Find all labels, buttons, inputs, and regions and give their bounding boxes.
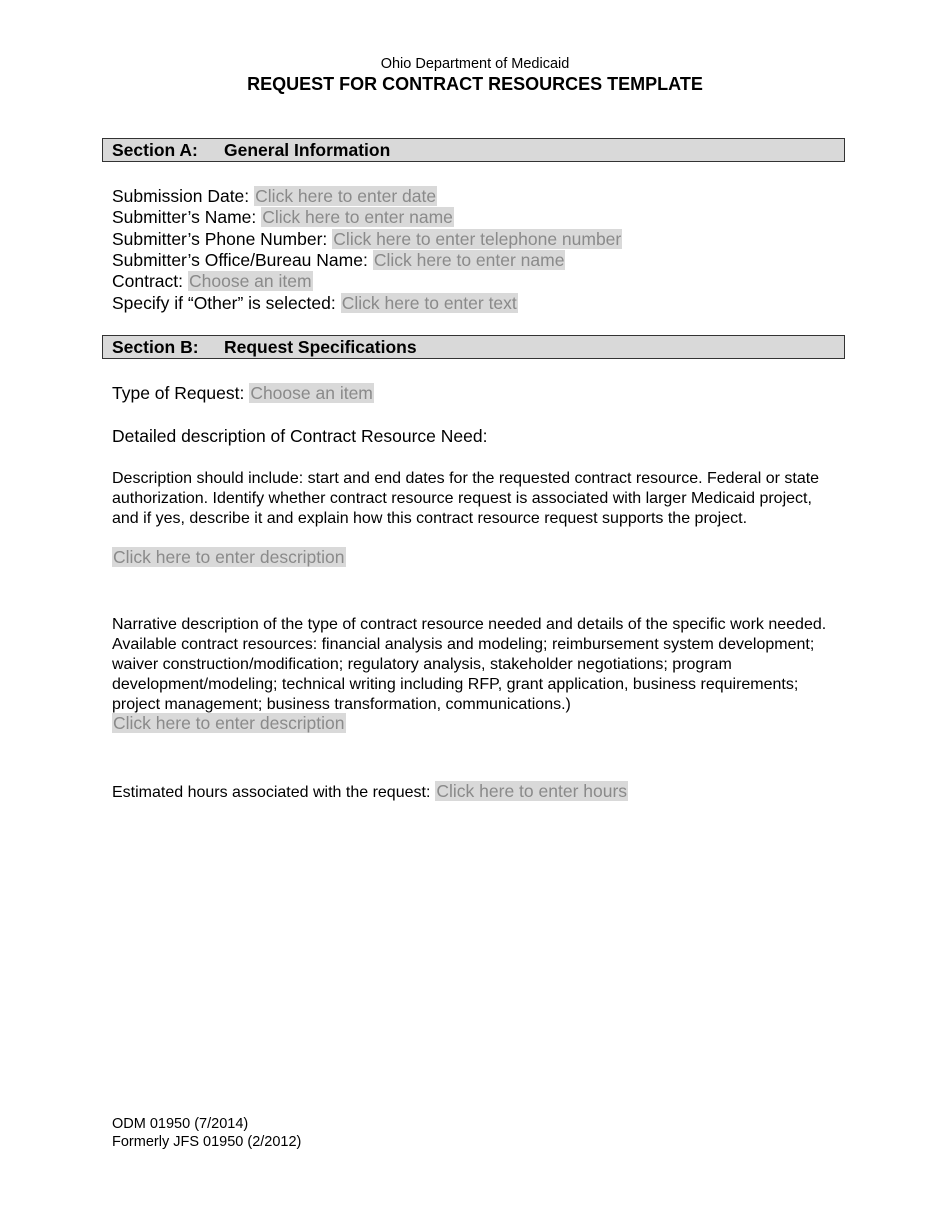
agency-name: Ohio Department of Medicaid <box>380 56 570 72</box>
narrative-field[interactable]: Click here to enter description <box>113 713 345 733</box>
section-a-number: Section A: <box>112 140 198 160</box>
office-bureau-label: Submitter’s Office/Bureau Name: <box>112 250 368 270</box>
specify-other-field[interactable]: Click here to enter text <box>341 293 517 313</box>
section-a-title: General Information <box>224 140 391 160</box>
detailed-description-heading: Detailed description of Contract Resource Need: <box>112 426 488 446</box>
section-b-header <box>102 335 845 359</box>
description-row <box>112 547 346 568</box>
submission-date-field[interactable]: Click here to enter date <box>255 186 437 206</box>
type-of-request-label: Type of Request: <box>112 383 245 403</box>
specify-other-row <box>112 293 518 314</box>
submission-date-row <box>112 186 437 207</box>
submitter-name-row <box>112 207 454 228</box>
estimated-hours-label: Estimated hours associated with the request: <box>112 784 431 801</box>
submitter-name-label: Submitter’s Name: <box>112 207 257 227</box>
narrative-instructions-text: Narrative description of the type of contract resource needed and details of the specific work needed. Available contract resources: financial analysis and modeling; reimbursement system development; waiver construction/modification; regulatory analysis, stakeholder negotiations; program development/modeling; technical writing including RFP, grant application, business requirements; project management; business transformation, communications.) <box>112 616 827 713</box>
contract-row <box>112 271 313 292</box>
submitter-phone-row <box>112 229 622 250</box>
submitter-name-field[interactable]: Click here to enter name <box>262 207 453 227</box>
section-a-header <box>102 138 845 162</box>
contract-label: Contract: <box>112 271 183 291</box>
narrative-row <box>112 713 346 734</box>
type-of-request-row <box>112 383 374 404</box>
type-of-request-dropdown[interactable]: Choose an item <box>250 383 373 403</box>
estimated-hours-field[interactable]: Click here to enter hours <box>436 781 628 801</box>
section-b-number: Section B: <box>112 337 199 357</box>
document-title: REQUEST FOR CONTRACT RESOURCES TEMPLATE <box>247 74 703 94</box>
office-bureau-row <box>112 250 565 271</box>
estimated-hours-row <box>112 781 628 802</box>
narrative-instructions <box>112 615 842 715</box>
form-number: ODM 01950 (7/2014) <box>112 1116 249 1132</box>
office-bureau-field[interactable]: Click here to enter name <box>373 250 565 270</box>
description-field[interactable]: Click here to enter description <box>113 547 345 567</box>
submission-date-label: Submission Date: <box>112 186 250 206</box>
section-b-title: Request Specifications <box>224 337 417 357</box>
specify-other-label: Specify if “Other” is selected: <box>112 293 336 313</box>
submitter-phone-label: Submitter’s Phone Number: <box>112 229 328 249</box>
description-instructions <box>112 469 842 529</box>
description-instructions-text: Description should include: start and end dates for the requested contract resource. Federal or state authorization. Identify whether contract resource request is associated with larger Medicaid project, and if yes, describe it and explain how this contract resource request supports the project. <box>112 470 820 527</box>
submitter-phone-field[interactable]: Click here to enter telephone number <box>333 229 622 249</box>
former-form-number: Formerly JFS 01950 (2/2012) <box>112 1134 302 1150</box>
contract-dropdown[interactable]: Choose an item <box>189 271 312 291</box>
